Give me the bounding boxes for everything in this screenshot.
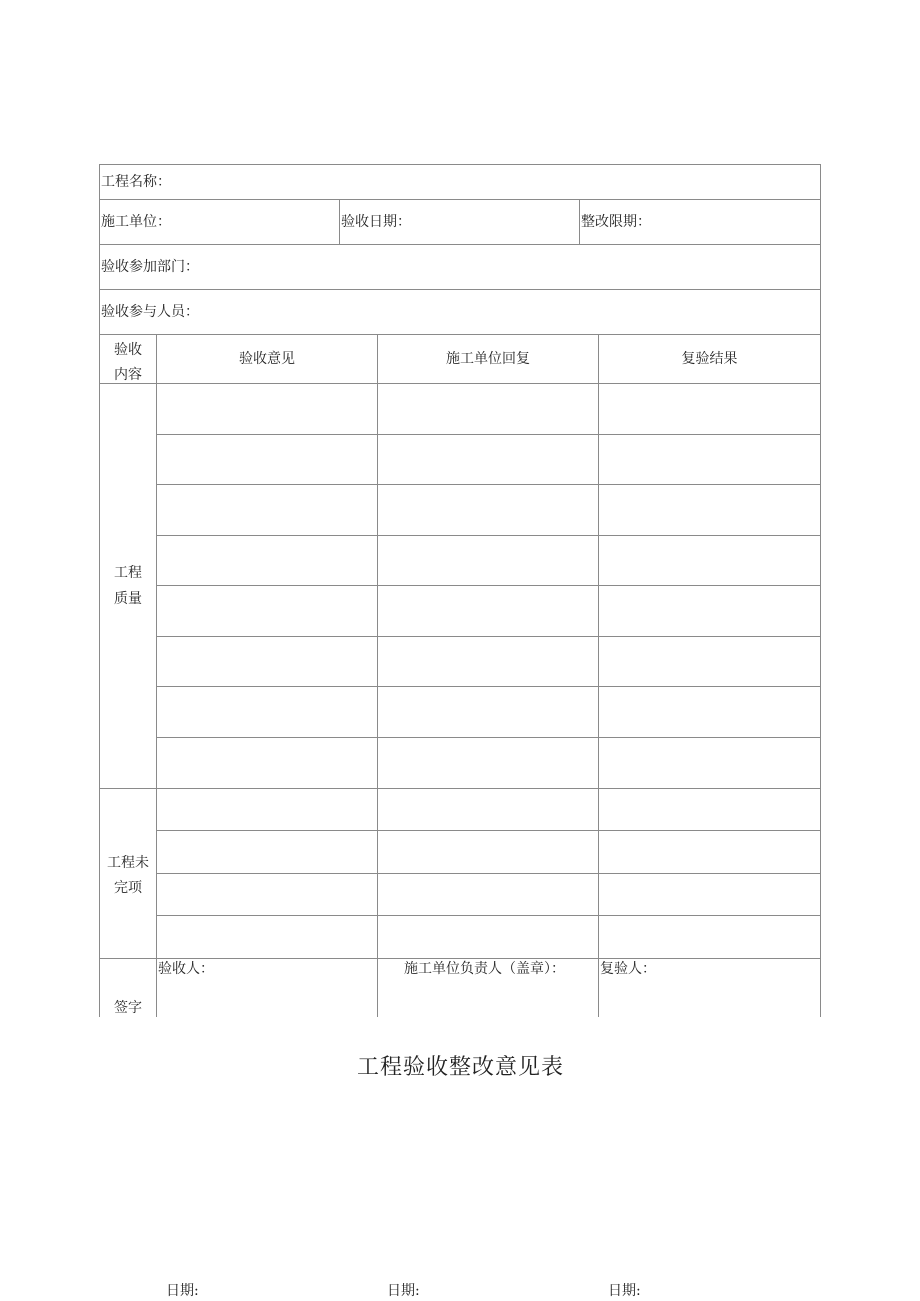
date-label-rechecker: 日期: bbox=[608, 1283, 641, 1299]
content-header-line1: 验收 bbox=[114, 342, 142, 358]
row-divider bbox=[156, 535, 821, 536]
unfinished-section-line2: 完项 bbox=[114, 880, 142, 896]
row-divider bbox=[156, 873, 821, 874]
section-divider bbox=[99, 788, 821, 789]
section-divider bbox=[99, 958, 821, 959]
departments-label: 验收参加部门： bbox=[101, 259, 199, 275]
inspector-signature-label: 验收人： bbox=[158, 961, 214, 977]
rechecker-signature-label: 复验人： bbox=[600, 961, 656, 977]
table-right-border bbox=[820, 164, 821, 1017]
date-label-inspector: 日期: bbox=[166, 1283, 199, 1299]
rectify-deadline-label: 整改限期： bbox=[581, 214, 651, 230]
unfinished-section-line1: 工程未 bbox=[107, 855, 149, 871]
row-divider bbox=[156, 737, 821, 738]
row-divider bbox=[99, 199, 821, 200]
contractor-head-signature-label: 施工单位负责人（盖章）： bbox=[404, 961, 565, 977]
row-divider bbox=[156, 830, 821, 831]
row-divider bbox=[99, 334, 821, 335]
date-label-contractor: 日期: bbox=[387, 1283, 420, 1299]
signature-section-label: 签字 bbox=[114, 1000, 142, 1016]
acceptance-date-label: 验收日期： bbox=[341, 214, 411, 230]
row-divider bbox=[99, 289, 821, 290]
project-name-label: 工程名称： bbox=[101, 174, 171, 190]
row-divider bbox=[156, 484, 821, 485]
row-divider bbox=[156, 636, 821, 637]
content-header-line2: 内容 bbox=[114, 367, 142, 383]
cell-divider bbox=[339, 199, 340, 244]
row-divider bbox=[156, 585, 821, 586]
page-title: 工程验收整改意见表 bbox=[357, 1055, 565, 1080]
row-divider bbox=[156, 434, 821, 435]
table-top-border bbox=[99, 164, 821, 165]
cell-divider bbox=[579, 199, 580, 244]
row-divider bbox=[99, 244, 821, 245]
quality-section-line1: 工程 bbox=[114, 565, 142, 581]
recheck-header: 复验结果 bbox=[681, 351, 738, 367]
row-divider bbox=[156, 915, 821, 916]
row-divider bbox=[99, 383, 821, 384]
personnel-label: 验收参与人员： bbox=[101, 304, 199, 320]
contractor-label: 施工单位： bbox=[101, 214, 171, 230]
opinion-header: 验收意见 bbox=[239, 351, 295, 367]
quality-section-line2: 质量 bbox=[114, 591, 142, 607]
reply-header: 施工单位回复 bbox=[446, 351, 530, 367]
row-divider bbox=[156, 686, 821, 687]
